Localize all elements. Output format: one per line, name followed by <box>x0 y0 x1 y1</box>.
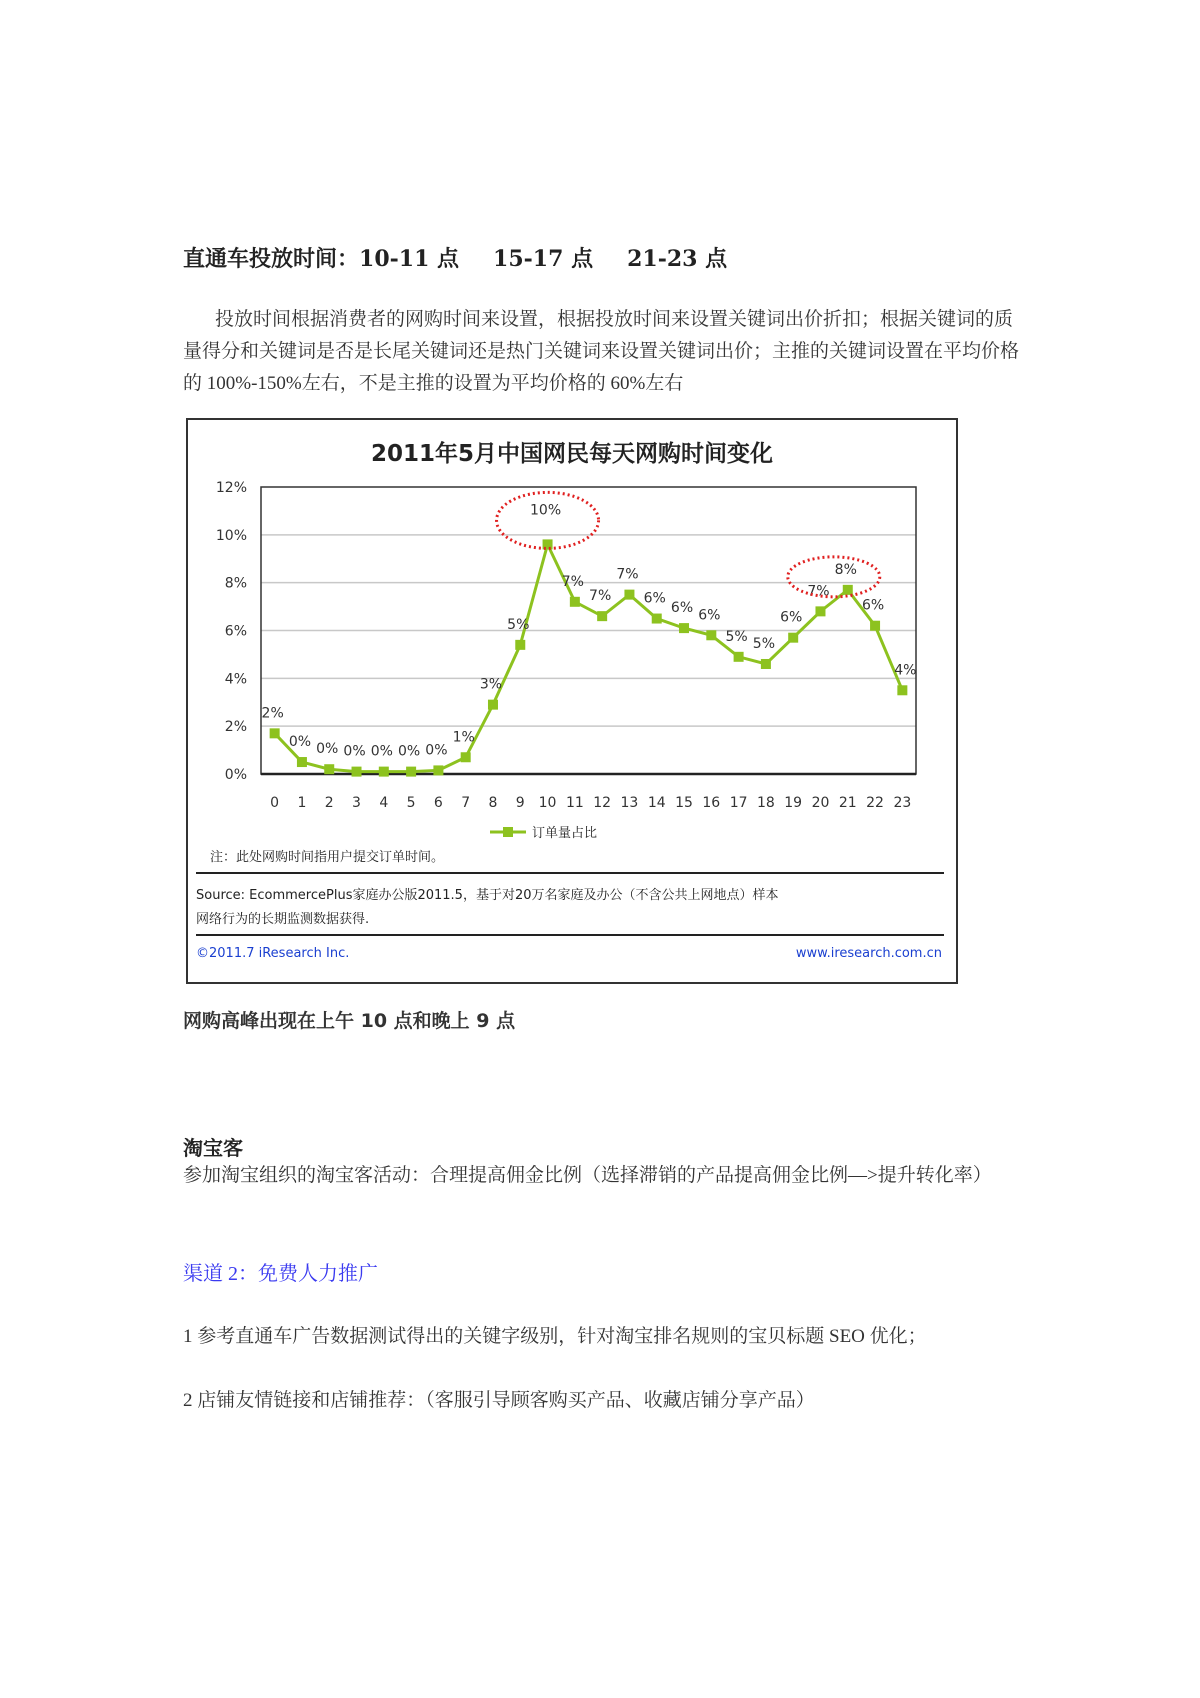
channel2-item: 2 店铺友情链接和店铺推荐：（客服引导顾客购买产品、收藏店铺分享产品） <box>183 1390 815 1411</box>
data-label: 0% <box>343 743 366 760</box>
series-line <box>275 544 903 771</box>
y-tick-label: 10% <box>215 527 247 544</box>
channel2-heading: 渠道 2：免费人力推广 <box>183 1263 378 1285</box>
data-point <box>870 621 880 631</box>
data-point <box>324 764 334 774</box>
x-tick-label: 10 <box>538 795 557 811</box>
data-label: 3% <box>479 676 503 693</box>
data-label: 2% <box>261 705 284 722</box>
channel2-item: 1 参考直通车广告数据测试得出的关键字级别，针对淘宝排名规则的宝贝标题 SEO 优化； <box>183 1326 927 1347</box>
chart-copyright: ©2011.7 iResearch Inc. <box>196 946 350 961</box>
data-point <box>761 659 771 669</box>
data-label: 1% <box>452 729 475 746</box>
legend-label: 订单量占比 <box>532 826 598 841</box>
data-point <box>379 767 389 777</box>
data-point <box>597 611 607 621</box>
y-tick-label: 2% <box>224 719 247 736</box>
chart-website-link[interactable]: www.iresearch.com.cn <box>795 946 942 961</box>
data-point <box>297 757 307 767</box>
x-tick-label: 21 <box>838 795 857 811</box>
data-label: 8% <box>834 561 857 578</box>
time-slot: 21-23 点 <box>627 246 728 272</box>
chart-source-line: 网络行为的长期监测数据获得. <box>196 912 370 927</box>
data-label: 5% <box>507 616 530 633</box>
x-tick-label: 3 <box>352 795 361 811</box>
data-point <box>515 640 525 650</box>
data-label: 0% <box>370 743 393 760</box>
data-point <box>406 767 416 777</box>
placement-paragraph: 投放时间根据消费者的网购时间来设置，根据投放时间来设置关键词出价折扣；根据关键词的质量得分和关键词是否是长尾关键词还是热门关键词来设置关键词出价；主推的关键词设置在平均价格的 100%-150%左右，不是主推的设置为平均价格的 60%左右 <box>183 309 1020 394</box>
x-tick-label: 2 <box>324 795 334 811</box>
data-label: 0% <box>316 741 339 758</box>
data-label: 7% <box>807 583 830 600</box>
x-tick-label: 8 <box>488 795 498 811</box>
y-tick-label: 6% <box>224 623 247 640</box>
y-tick-label: 12% <box>215 480 247 496</box>
x-tick-label: 4 <box>379 795 389 811</box>
data-label: 6% <box>670 600 694 617</box>
x-tick-label: 13 <box>620 795 639 811</box>
data-point <box>270 728 280 738</box>
divider <box>196 934 944 936</box>
x-tick-label: 19 <box>784 795 803 811</box>
data-point <box>488 700 498 710</box>
data-point <box>570 597 580 607</box>
legend-marker-icon <box>488 825 528 839</box>
placement-time-heading <box>183 242 761 273</box>
data-label: 7% <box>589 588 612 605</box>
time-slot: 15-17 点 <box>493 246 594 272</box>
x-tick-label: 1 <box>297 795 307 811</box>
x-tick-label: 17 <box>729 795 748 811</box>
y-tick-label: 8% <box>224 575 247 592</box>
data-point <box>652 614 662 624</box>
y-tick-label: 4% <box>224 671 247 688</box>
taobaoke-text: 参加淘宝组织的淘宝客活动：合理提高佣金比例（选择滞销的产品提高佣金比例—>提升转化率） <box>183 1165 992 1186</box>
chart-title: 2011年5月中国网民每天网购时间变化 <box>370 441 774 467</box>
chart-note: 注：此处网购时间指用户提交订单时间。 <box>210 850 445 865</box>
data-point <box>352 767 362 777</box>
x-tick-label: 23 <box>893 795 912 811</box>
x-tick-label: 5 <box>406 795 416 811</box>
data-point <box>897 685 907 695</box>
x-tick-label: 14 <box>647 795 666 811</box>
data-point <box>815 606 825 616</box>
data-label: 6% <box>861 597 885 614</box>
x-tick-label: 0 <box>270 795 280 811</box>
x-tick-label: 7 <box>461 795 471 811</box>
chart-caption: 网购高峰出现在上午 10 点和晚上 9 点 <box>183 1010 516 1032</box>
chart-figure <box>186 418 958 984</box>
data-label: 5% <box>725 628 748 645</box>
data-label: 6% <box>698 607 721 624</box>
taobaoke-heading: 淘宝客 <box>183 1138 243 1160</box>
data-point <box>624 590 634 600</box>
data-point <box>706 630 716 640</box>
data-point <box>679 623 689 633</box>
x-tick-label: 22 <box>866 795 884 811</box>
data-label: 7% <box>616 566 639 583</box>
data-point <box>433 765 443 775</box>
data-label: 5% <box>752 635 776 652</box>
chart-source-line: Source: EcommercePlus家庭办公版2011.5，基于对20万名家庭及办公（不含公共上网地点）样本 <box>196 888 779 903</box>
data-label: 0% <box>288 734 312 751</box>
x-tick-label: 6 <box>433 795 443 811</box>
heading-label: 直通车投放时间： <box>183 246 360 272</box>
y-tick-label: 0% <box>224 767 247 783</box>
data-label: 0% <box>397 743 421 760</box>
x-tick-label: 9 <box>515 795 525 811</box>
data-label: 10% <box>530 502 562 519</box>
data-label: 0% <box>425 742 448 759</box>
data-point <box>461 752 471 762</box>
x-tick-label: 12 <box>593 795 612 811</box>
x-tick-label: 11 <box>565 795 584 811</box>
chart-legend <box>488 822 597 841</box>
data-point <box>734 652 744 662</box>
x-tick-label: 18 <box>756 795 775 811</box>
data-label: 6% <box>780 609 803 626</box>
data-label: 4% <box>894 662 917 679</box>
divider <box>196 872 944 874</box>
data-point <box>788 633 798 643</box>
x-tick-label: 20 <box>811 795 830 811</box>
x-tick-label: 16 <box>702 795 721 811</box>
data-point <box>843 585 853 595</box>
data-label: 6% <box>643 590 666 607</box>
time-slot: 10-11 点 <box>359 246 460 272</box>
data-label: 7% <box>561 573 584 590</box>
x-tick-label: 15 <box>675 795 693 811</box>
